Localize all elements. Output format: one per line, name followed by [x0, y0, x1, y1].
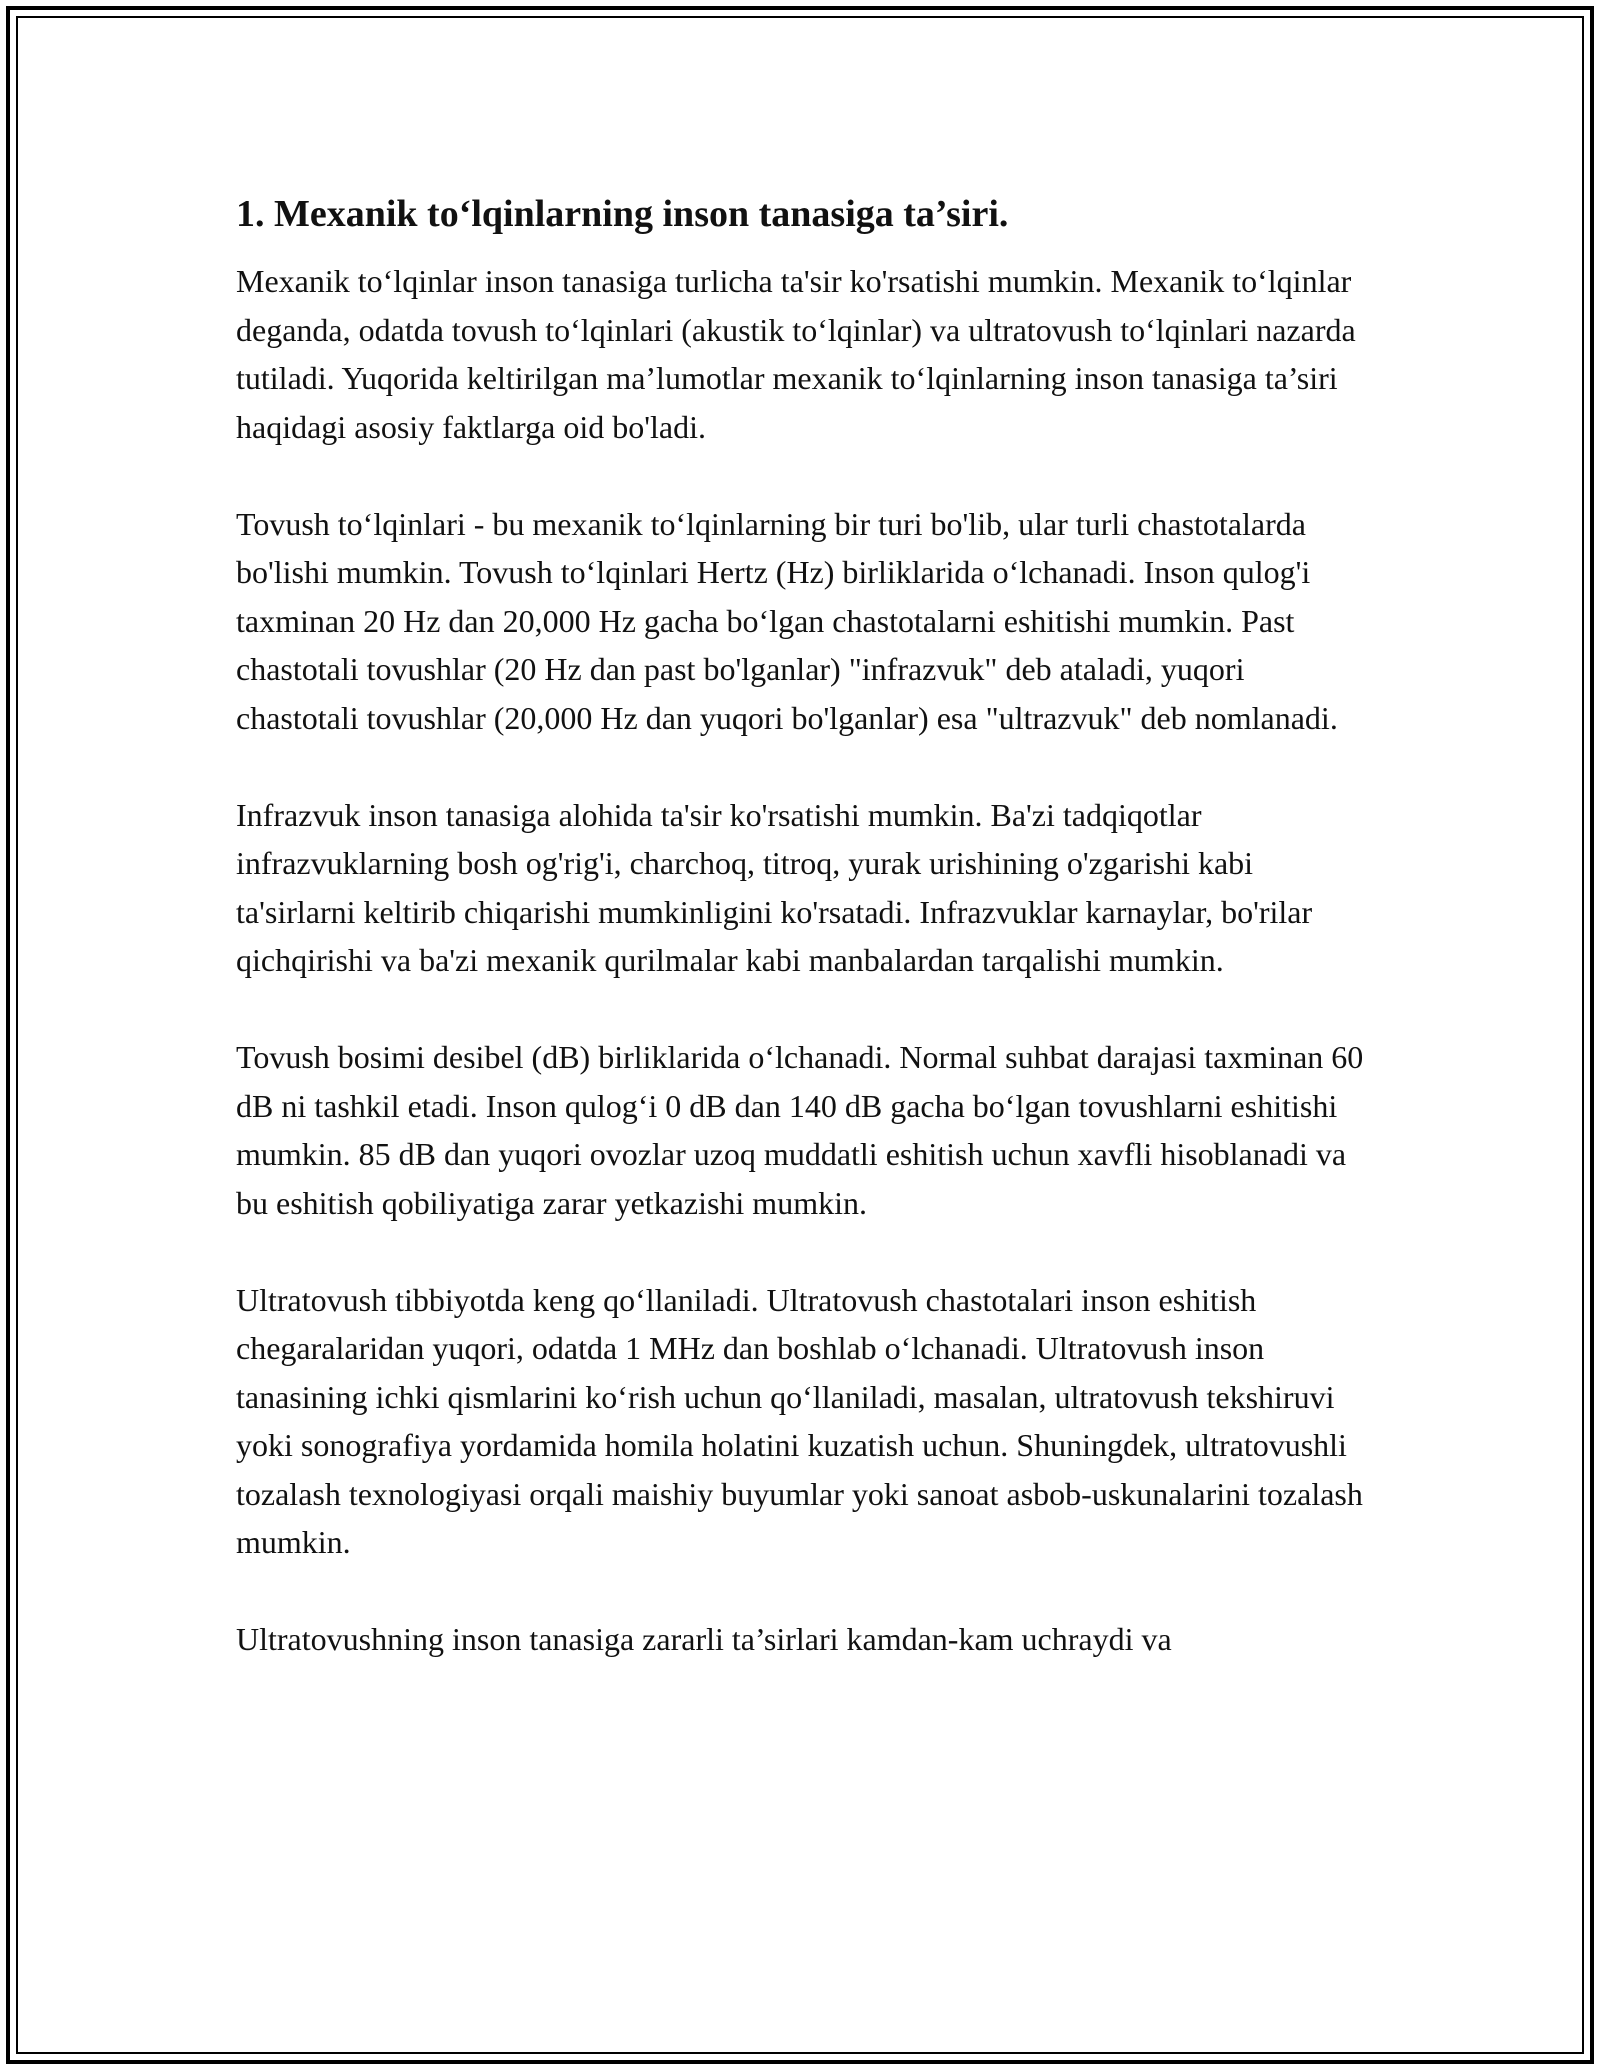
paragraph-sound-waves: Tovush to‘lqinlari - bu mexanik to‘lqinlarning bir turi bo'lib, ular turli chastotalarda bo'lishi mumkin. Tovush to‘lqinlari Hertz (Hz) birliklarida o‘lchanadi. Inson qulog'i taxminan 20 Hz dan 20,000 Hz gacha bo‘lgan chastotalarni eshitishi mumkin. Past chastotali tovushlar (20 Hz dan past bo'lganlar) "infrazvuk" deb ataladi, yuqori chastotali tovushlar (20,000 Hz dan yuqori bo'lganlar) esa "ultrazvuk" deb nomlanadi. [236, 505, 1338, 736]
paragraph-sound-pressure: Tovush bosimi desibel (dB) birliklarida o‘lchanadi. Normal suhbat darajasi taxminan 60 dB ni tashkil etadi. Inson qulog‘i 0 dB dan 140 dB gacha bo‘lgan tovushlarni eshitishi mumkin. 85 dB dan yuqori ovozlar uzoq muddatli eshitish uchun xavfli hisoblanadi va bu eshitish qobiliyatiga zarar yetkazishi mumkin. [236, 1039, 1364, 1221]
section-heading: 1. Mexanik to‘lqinlarning inson tanasiga ta’siri. [236, 193, 1009, 235]
paragraph-ultrasound-medicine: Ultratovush tibbiyotda keng qo‘llaniladi. Ultratovush chastotalari inson eshitish chegaralaridan yuqori, odatda 1 MHz dan boshlab o‘lchanadi. Ultratovush inson tanasining ichki qismlarini ko‘rish uchun qo‘llaniladi, masalan, ultratovush tekshiruvi yoki sonografiya yordamida homila holatini kuzatish uchun. Shuningdek, ultratovushli tozalash texnologiyasi orqali maishiy buyumlar yoki sanoat asbob-uskunalarini tozalash mumkin. [236, 1281, 1363, 1560]
paragraph-ultrasound-harm: Ultratovushning inson tanasiga zararli ta’sirlari kamdan-kam uchraydi va [236, 1621, 1172, 1657]
document-body [236, 186, 1366, 1712]
paragraph-intro: Mexanik to‘lqinlar inson tanasiga turlicha ta'sir ko'rsatishi mumkin. Mexanik to‘lqinlar deganda, odatda tovush to‘lqinlari (akustik to‘lqinlar) va ultratovush to‘lqinlari nazarda tutiladi. Yuqorida keltirilgan ma’lumotlar mexanik to‘lqinlarning inson tanasiga ta’siri haqidagi asosiy faktlarga oid bo'ladi. [236, 263, 1356, 445]
paragraph-infrasound: Infrazvuk inson tanasiga alohida ta'sir ko'rsatishi mumkin. Ba'zi tadqiqotlar infrazvuklarning bosh og'rig'i, charchoq, titroq, yurak urishining o'zgarishi kabi ta'sirlarni keltirib chiqarishi mumkinligini ko'rsatadi. Infrazvuklar karnaylar, bo'rilar qichqirishi va ba'zi mexanik qurilmalar kabi manbalardan tarqalishi mumkin. [236, 796, 1313, 978]
